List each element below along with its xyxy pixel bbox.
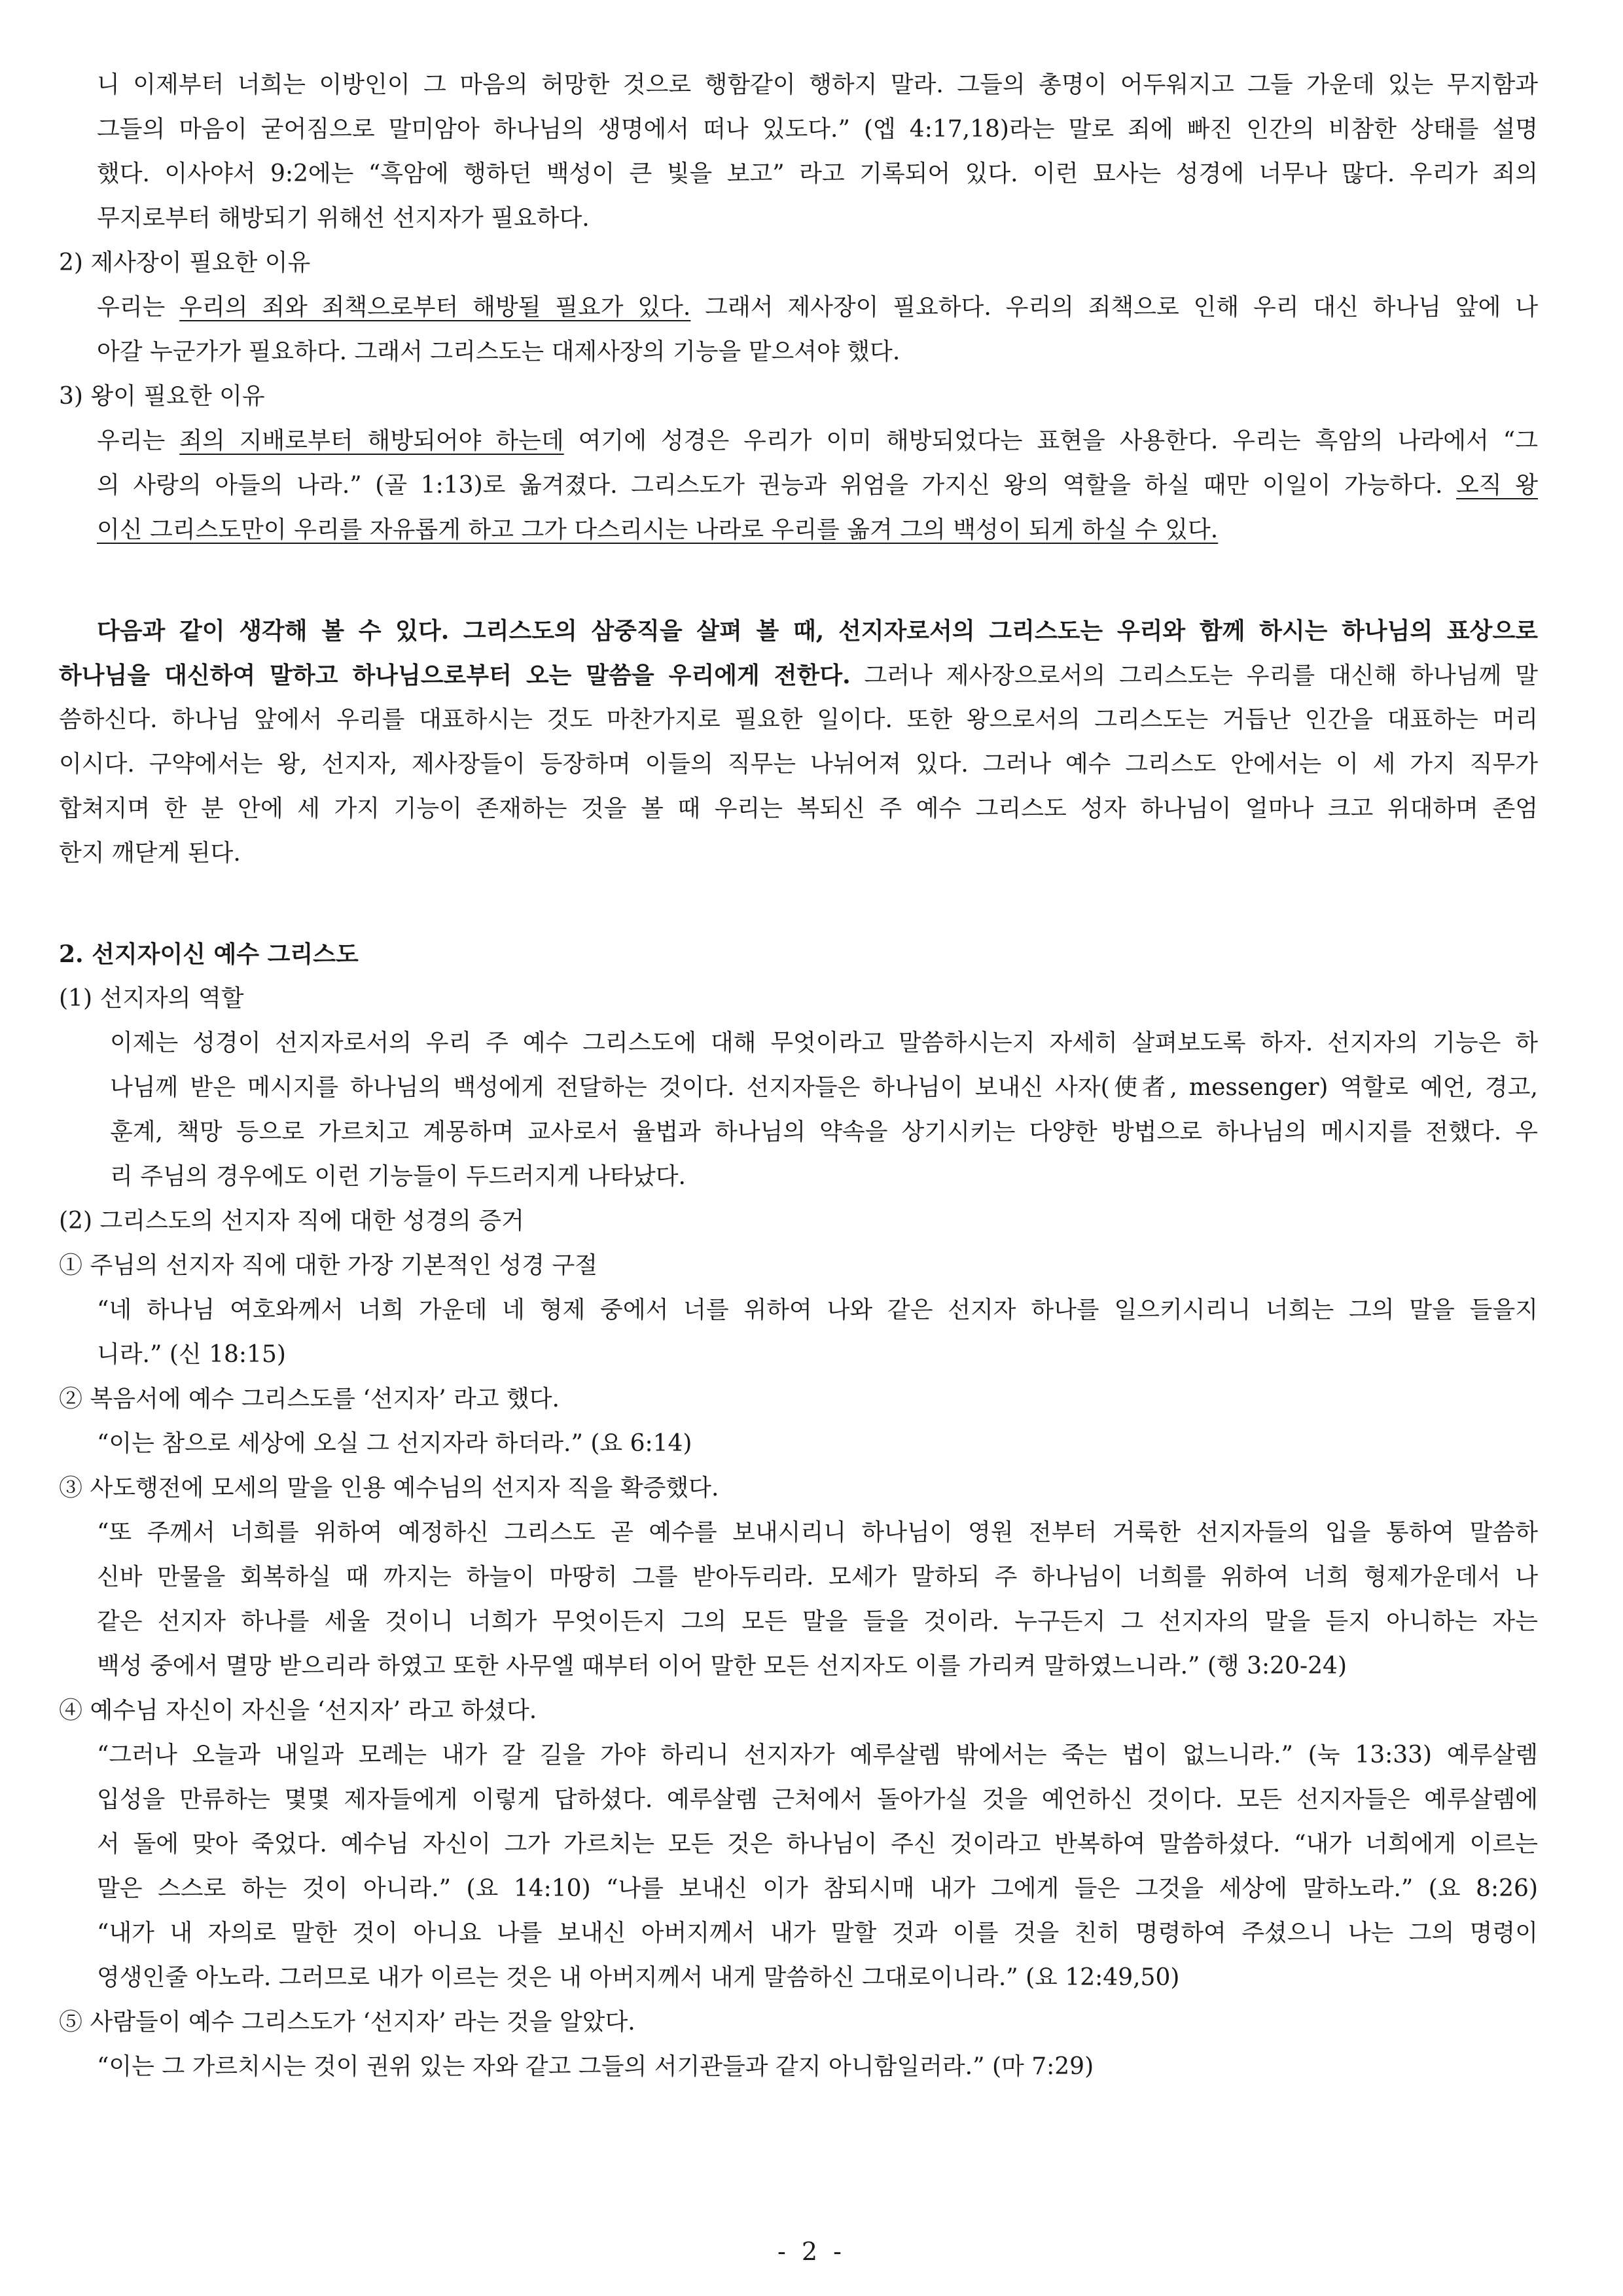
subheading: (1) 선지자의 역할	[59, 985, 244, 1012]
scripture-line: “네 하나님 여호와께서 너희 가운데 네 형제 중에서 너를 위하여 나와 같은 선지자 하나를 일으키시리니 너희는 그의 말을 들을지	[97, 1297, 1538, 1323]
scripture-line: 니라.” (신 18:15)	[97, 1341, 286, 1368]
subheading: (2) 그리스도의 선지자 직에 대한 성경의 증거	[59, 1208, 524, 1234]
underlined-text: 이신 그리스도만이 우리를 자유롭게 하고 그가 다스리시는 나라로 우리를 옮겨 그의 백성이 되게 하실 수 있다.	[97, 516, 1219, 543]
page-number: - 2 -	[777, 2237, 846, 2266]
body-line	[97, 463, 1538, 508]
subheading: 2) 제사장이 필요한 이유	[59, 249, 311, 276]
body-line: 리 주님의 경우에도 이런 기능들이 두드러지게 나타났다.	[110, 1163, 686, 1190]
body-line	[97, 508, 1218, 552]
text-span: 여기에 성경은 우리가 이미 해방되었다는 표현을 사용한다. 우리는 흑암의 나라에서 “그	[578, 427, 1538, 454]
bold-text: 하나님을 대신하여 말하고 하나님으로부터 오는 말씀을 우리에게 전한다.	[59, 662, 851, 689]
body-line: 한지 깨닫게 된다.	[59, 840, 241, 867]
text-span: 우리는	[97, 294, 166, 321]
body-line	[97, 419, 1538, 463]
body-line-bold: 다음과 같이 생각해 볼 수 있다. 그리스도의 삼중직을 살펴 볼 때, 선지자로서의 그리스도는 우리와 함께 하시는 하나님의 표상으로	[97, 617, 1538, 645]
section-heading: 2. 선지자이신 예수 그리스도	[59, 941, 359, 968]
scripture-line: 영생인줄 아노라. 그러므로 내가 이르는 것은 내 아버지께서 내게 말씀하신 그대로이니라.” (요 12:49,50)	[97, 1964, 1180, 1991]
underlined-text: 죄의 지배로부터 해방되어야 하는데	[179, 427, 564, 454]
body-line: 입성을 만류하는 몇몇 제자들에게 이렇게 답하셨다. 예루살렘 근처에서 돌아가실 것을 예언하신 것이다. 모든 선지자들은 예루살렘에	[97, 1786, 1538, 1813]
text-span: 그러나 제사장으로서의 그리스도는 우리를 대신해 하나님께 말	[864, 662, 1538, 689]
text-span: 우리는	[97, 427, 166, 454]
underlined-text: 우리의 죄와 죄책으로부터 해방될 필요가 있다.	[179, 294, 691, 321]
body-line: 이시다. 구약에서는 왕, 선지자, 제사장들이 등장하며 이들의 직무는 나뉘어져 있다. 그러나 예수 그리스도 안에서는 이 세 가지 직무가	[59, 751, 1538, 778]
subheading: ③ 사도행전에 모세의 말을 인용 예수님의 선지자 직을 확증했다.	[59, 1475, 719, 1501]
body-line: 서 돌에 맞아 죽었다. 예수님 자신이 그가 가르치는 모든 것은 하나님이 주신 것이라고 반복하여 말씀하셨다. “내가 너희에게 이르는	[97, 1831, 1538, 1857]
body-line: 훈계, 책망 등으로 가르치고 계몽하며 교사로서 율법과 하나님의 약속을 상기시키는 다양한 방법으로 하나님의 메시지를 전했다. 우	[110, 1119, 1538, 1145]
subheading: ④ 예수님 자신이 자신을 ‘선지자’ 라고 하셨다.	[59, 1697, 537, 1724]
body-line: 했다. 이사야서 9:2에는 “흑암에 행하던 백성이 큰 빛을 보고” 라고 기록되어 있다. 이런 묘사는 성경에 너무나 많다. 우리가 죄의	[97, 160, 1538, 187]
body-line: 무지로부터 해방되기 위해선 선지자가 필요하다.	[97, 205, 590, 232]
body-line: 이제는 성경이 선지자로서의 우리 주 예수 그리스도에 대해 무엇이라고 말씀하시는지 자세히 살펴보도록 하자. 선지자의 기능은 하	[110, 1030, 1538, 1056]
body-line: 그들의 마음이 굳어짐으로 말미암아 하나님의 생명에서 떠나 있도다.” (엡 4:17,18)라는 말로 죄에 빠진 인간의 비참한 상태를 설명	[97, 116, 1538, 143]
scripture-line: 백성 중에서 멸망 받으리라 하였고 또한 사무엘 때부터 이어 말한 모든 선지자도 이를 가리켜 말하였느니라.” (행 3:20-24)	[97, 1653, 1347, 1679]
text-span: 그래서 제사장이 필요하다. 우리의 죄책으로 인해 우리 대신 하나님 앞에 나	[705, 294, 1538, 321]
scripture-line: 같은 선지자 하나를 세울 것이니 너희가 무엇이든지 그의 모든 말을 들을 것이라. 누구든지 그 선지자의 말을 듣지 아니하는 자는	[97, 1608, 1538, 1635]
body-line: 씀하신다. 하나님 앞에서 우리를 대표하시는 것도 마찬가지로 필요한 일이다. 또한 왕으로서의 그리스도는 거듭난 인간을 대표하는 머리	[59, 706, 1538, 733]
scripture-line: “그러나 오늘과 내일과 모레는 내가 갈 길을 가야 하리니 선지자가 예루살렘 밖에서는 죽는 법이 없느니라.” (눅 13:33) 예루살렘	[97, 1742, 1538, 1768]
subheading: ⑤ 사람들이 예수 그리스도가 ‘선지자’ 라는 것을 알았다.	[59, 2009, 635, 2036]
scripture-line: 신바 만물을 회복하실 때 까지는 하늘이 마땅히 그를 받아두리라. 모세가 말하되 주 하나님이 너희를 위하여 너희 형제가운데서 나	[97, 1564, 1538, 1590]
body-line: 니 이제부터 너희는 이방인이 그 마음의 허망한 것으로 행함같이 행하지 말라. 그들의 총명이 어두워지고 그들 가운데 있는 무지함과	[97, 71, 1538, 98]
body-line	[97, 285, 1538, 330]
subheading: 3) 왕이 필요한 이유	[59, 383, 265, 410]
body-line: 말은 스스로 하는 것이 아니라.” (요 14:10) “나를 보내신 이가 참되시매 내가 그에게 들은 그것을 세상에 말하노라.” (요 8:26)	[97, 1875, 1538, 1902]
scripture-line: “내가 내 자의로 말한 것이 아니요 나를 보내신 아버지께서 내가 말할 것과 이를 것을 친히 명령하여 주셨으니 나는 그의 명령이	[97, 1920, 1538, 1946]
body-line	[59, 653, 1538, 698]
subheading: ① 주님의 선지자 직에 대한 가장 기본적인 성경 구절	[59, 1252, 598, 1279]
body-line: 아갈 누군가가 필요하다. 그래서 그리스도는 대제사장의 기능을 맡으셔야 했다.	[97, 338, 901, 365]
subheading: ② 복음서에 예수 그리스도를 ‘선지자’ 라고 했다.	[59, 1386, 560, 1412]
scripture-line: “이는 그 가르치시는 것이 권위 있는 자와 같고 그들의 서기관들과 같지 아니함일러라.” (마 7:29)	[97, 2053, 1094, 2080]
body-line: 나님께 받은 메시지를 하나님의 백성에게 전달하는 것이다. 선지자들은 하나님이 보내신 사자(使者, messenger) 역할로 예언, 경고,	[110, 1074, 1538, 1101]
scripture-line: “이는 참으로 세상에 오실 그 선지자라 하더라.” (요 6:14)	[97, 1430, 692, 1457]
text-span: 의 사랑의 아들의 나라.” (골 1:13)로 옮겨졌다. 그리스도가 권능과 위엄을 가지신 왕의 역할을 하실 때만 이일이 가능하다.	[97, 472, 1443, 499]
underlined-text: 오직 왕	[1456, 472, 1538, 499]
body-line: 합쳐지며 한 분 안에 세 가지 기능이 존재하는 것을 볼 때 우리는 복되신 주 예수 그리스도 성자 하나님이 얼마나 크고 위대하며 존엄	[59, 795, 1538, 822]
scripture-line: “또 주께서 너희를 위하여 예정하신 그리스도 곧 예수를 보내시리니 하나님이 영원 전부터 거룩한 선지자들의 입을 통하여 말씀하	[97, 1519, 1538, 1546]
